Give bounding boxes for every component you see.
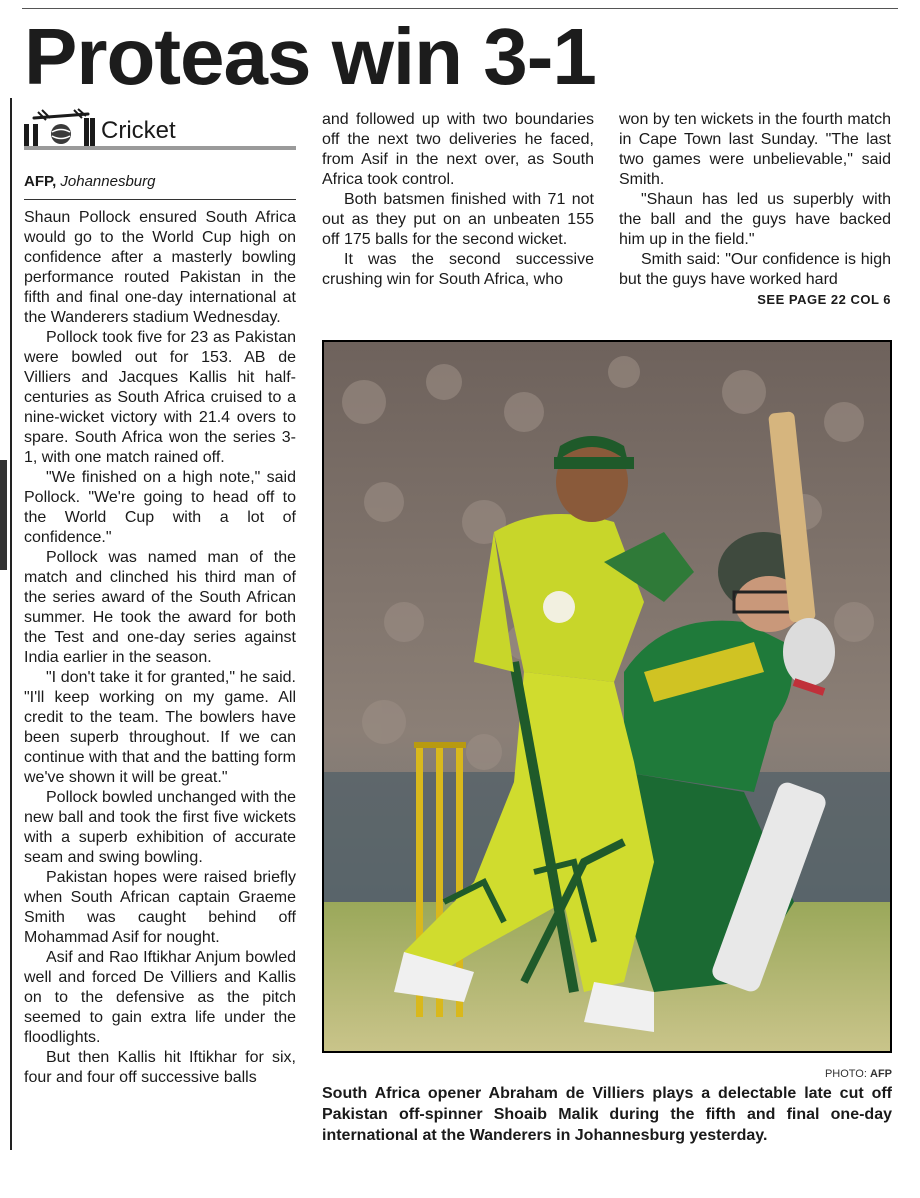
page-edge-tab [0, 460, 7, 570]
paragraph: But then Kallis hit Iftikhar for six, four and four off successive balls [24, 1049, 296, 1086]
paragraph: "We finished on a high note," said Pollock. "We're going to head off to the World Cup with a lot of confidence." [24, 469, 296, 546]
paragraph: and followed up with two boundaries off the next two deliveries he faced, from Asif in the next over, as South Africa took control. [322, 111, 594, 188]
paragraph: "I don't take it for granted," he said. "I'll keep working on my game. All credit to the team. The bowlers have been superb throughout. If we can continue with that and the batting form we've shown it will be great." [24, 669, 296, 786]
dateline-agency: AFP, [24, 173, 57, 190]
paragraph: Pollock took five for 23 as Pakistan were bowled out for 153. AB de Villiers and Jacques Kallis hit half-centuries as South Africa cruised to a nine-wicket victory with 21.4 overs to spare. South Africa won the series 3-1, with one match rained off. [24, 329, 296, 466]
article-column-3 [619, 110, 891, 310]
cricket-ball [543, 591, 575, 623]
paragraph: Pollock bowled unchanged with the new ball and took the first five wickets with a superb exhibition of accurate seam and swing bowling. [24, 789, 296, 866]
paragraph: Pakistan hopes were raised briefly when South African captain Graeme Smith was caught behind off Mohammad Asif for nought. [24, 869, 296, 946]
dateline-rule [24, 199, 296, 200]
dateline-place: Johannesburg [60, 173, 156, 190]
paragraph: Smith said: "Our confidence is high but the guys have worked hard [619, 251, 891, 288]
news-photo [322, 340, 892, 1053]
section-label: Cricket [101, 117, 176, 144]
top-rule [22, 8, 898, 9]
paragraph: Pollock was named man of the match and clinched his third man of the series award of the South African summer. He took the award for both the Test and one-day series against India earlier in the season. [24, 549, 296, 666]
cricket-logo-icon [24, 108, 96, 148]
section-rule [24, 146, 296, 150]
section-tag [24, 108, 296, 152]
paragraph: Shaun Pollock ensured South Africa would go to the World Cup high on confidence after a masterly bowling performance routed Pakistan in the fifth and final one-day international at the Wanderers stadium Wednesday. [24, 209, 296, 326]
article-column-2 [322, 110, 594, 290]
paragraph: "Shaun has led us superbly with the ball and the guys have backed him up in the field." [619, 191, 891, 248]
photo-caption: South Africa opener Abraham de Villiers plays a delectable late cut off Pakistan off-spinner Shoaib Malik during the fifth and final one-day international at the Wanderers in Johannesburg yesterday. [322, 1085, 892, 1144]
photo-credit [322, 1067, 892, 1081]
cricket-action-photo [324, 342, 890, 1051]
dateline [24, 172, 155, 192]
left-column-rule [10, 98, 12, 1150]
photo-credit-label: PHOTO: [824, 1068, 867, 1080]
photo-credit-agency: AFP [870, 1068, 892, 1080]
article-column-1 [24, 208, 296, 1088]
paragraph: Both batsmen finished with 71 not out as they put on an unbeaten 155 off 175 balls for the second wicket. [322, 191, 594, 248]
paragraph: won by ten wickets in the fourth match in Cape Town last Sunday. "The last two games were unbelievable," said Smith. [619, 111, 891, 188]
headline: Proteas win 3-1 [24, 12, 596, 101]
paragraph: Asif and Rao Iftikhar Anjum bowled well and forced De Villiers and Kallis on to the defensive as the pitch seemed to gain extra life under the floodlights. [24, 949, 296, 1046]
jump-line: SEE PAGE 22 COL 6 [757, 292, 891, 307]
paragraph: It was the second successive crushing win for South Africa, who [322, 251, 594, 288]
